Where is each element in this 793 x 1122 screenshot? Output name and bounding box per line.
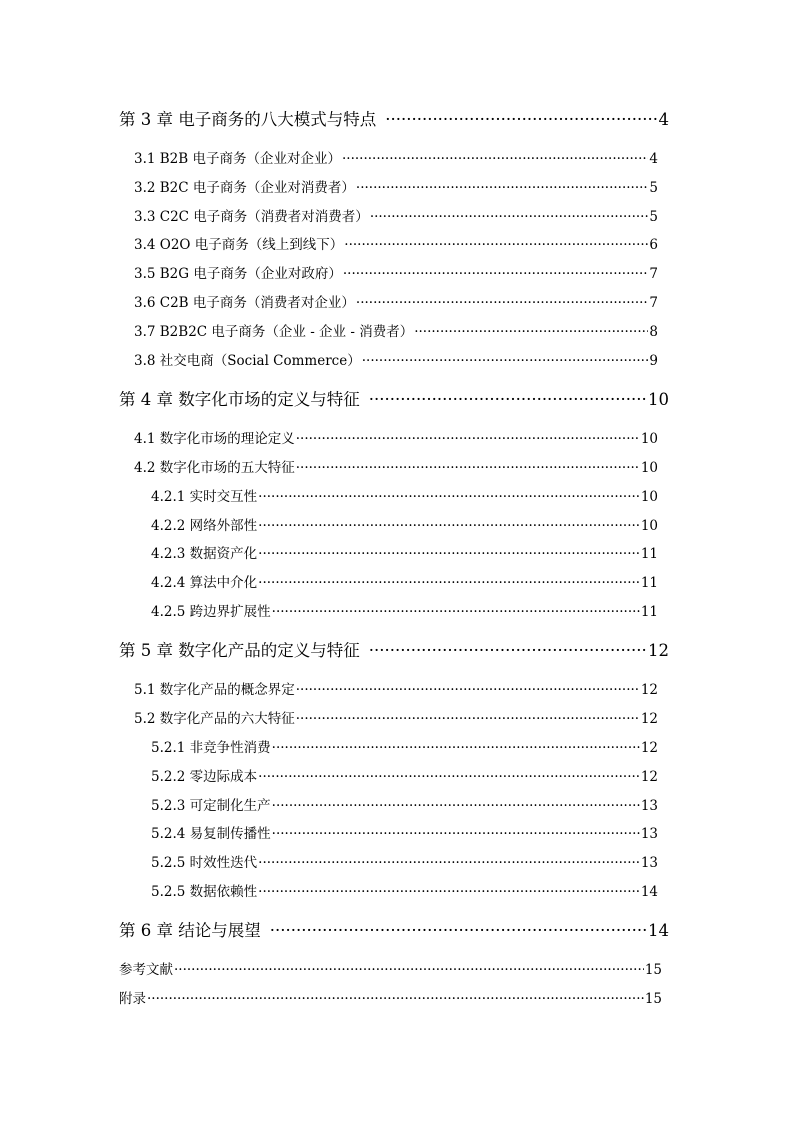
toc-subsection-4-2-4[interactable] [151,571,658,591]
toc-references[interactable] [119,958,662,978]
toc-subsection-4-2-3[interactable] [151,542,658,562]
toc-page-number: 10 [640,489,658,505]
toc-leader-dots [356,295,649,311]
toc-page-number: 15 [644,962,662,978]
toc-entry-title: 5.2 数字化产品的六大特征 [134,711,295,727]
toc-leader-dots [272,740,640,756]
toc-leader-dots [258,489,640,505]
toc-subsection-5-2-6[interactable] [151,880,658,900]
toc-entry-title: 5.2.5 时效性迭代 [151,855,258,871]
toc-leader-dots [147,991,644,1007]
toc-entry-title: 第 5 章 数字化产品的定义与特征 [119,641,360,660]
toc-entry-title: 第 4 章 数字化市场的定义与特征 [119,390,360,409]
toc-page-number: 12 [640,740,658,756]
toc-section-5-1[interactable] [134,678,658,698]
toc-leader-dots [342,151,648,167]
toc-entry-title: 5.1 数字化产品的概念界定 [134,682,295,698]
toc-leader-dots [296,711,640,727]
toc-leader-dots [385,110,657,129]
toc-entry-title: 3.3 C2C 电子商务（消费者对消费者） [134,209,369,225]
toc-leader-dots [296,431,640,447]
toc-page-number: 8 [649,324,658,340]
toc-entry-title: 4.2 数字化市场的五大特征 [134,460,295,476]
toc-leader-dots [174,962,644,978]
toc-section-3-3[interactable] [134,205,658,225]
toc-page-number: 5 [649,209,658,225]
toc-page-number: 15 [644,991,662,1007]
toc-entry-title: 4.1 数字化市场的理论定义 [134,431,295,447]
toc-entry-title: 第 6 章 结论与展望 [119,921,261,940]
toc-entry-title: 4.2.1 实时交互性 [151,489,258,505]
toc-entry-title: 5.2.2 零边际成本 [151,769,258,785]
toc-entry-title: 5.2.1 非竞争性消费 [151,740,271,756]
toc-entry-title: 3.6 C2B 电子商务（消费者对企业） [134,295,355,311]
toc-subsection-5-2-3[interactable] [151,794,658,814]
toc-subsection-5-2-1[interactable] [151,736,658,756]
toc-chapter-3[interactable] [119,106,669,130]
toc-leader-dots [362,353,649,369]
toc-page-number: 13 [640,855,658,871]
toc-page-number: 11 [640,546,658,562]
toc-entry-title: 4.2.2 网络外部性 [151,518,258,534]
toc-entry-title: 3.4 O2O 电子商务（线上到线下） [134,237,344,253]
toc-leader-dots [258,855,640,871]
toc-leader-dots [258,518,640,534]
toc-entry-title: 5.2.4 易复制传播性 [151,826,271,842]
toc-leader-dots [370,209,649,225]
toc-leader-dots [272,604,640,620]
toc-page-number: 9 [649,353,658,369]
toc-page-number: 12 [640,711,658,727]
toc-entry-title: 参考文献 [119,962,173,978]
toc-leader-dots [356,180,649,196]
toc-section-3-5[interactable] [134,262,658,282]
toc-chapter-5[interactable] [119,637,669,661]
toc-page-number: 4 [649,151,658,167]
toc-entry-title: 第 3 章 电子商务的八大模式与特点 [119,110,377,129]
toc-entry-title: 4.2.4 算法中介化 [151,575,258,591]
toc-page-number: 7 [649,295,658,311]
toc-chapter-4[interactable] [119,386,669,410]
toc-entry-title: 3.2 B2C 电子商务（企业对消费者） [134,180,355,196]
toc-entry-title: 3.7 B2B2C 电子商务（企业 - 企业 - 消费者） [134,324,414,340]
toc-page-number: 5 [649,180,658,196]
toc-entry-title: 5.2.3 可定制化生产 [151,798,271,814]
toc-appendix[interactable] [119,987,662,1007]
toc-leader-dots [343,266,649,282]
toc-entry-title: 4.2.5 跨边界扩展性 [151,604,271,620]
toc-leader-dots [296,682,640,698]
toc-leader-dots [296,460,640,476]
toc-page-number: 14 [648,921,669,940]
toc-section-3-8[interactable] [134,349,658,369]
toc-chapter-6[interactable] [119,917,669,941]
toc-page-number: 13 [640,798,658,814]
toc-subsection-4-2-2[interactable] [151,514,658,534]
toc-page-number: 12 [640,769,658,785]
toc-page-number: 10 [640,518,658,534]
toc-leader-dots [272,798,640,814]
toc-leader-dots [369,641,647,660]
toc-leader-dots [258,575,640,591]
toc-page-number: 12 [640,682,658,698]
toc-leader-dots [258,769,640,785]
toc-page-number: 10 [640,460,658,476]
toc-entry-title: 3.8 社交电商（Social Commerce） [134,353,361,369]
toc-leader-dots [414,324,648,340]
toc-leader-dots [344,237,648,253]
toc-page-number: 10 [640,431,658,447]
toc-section-3-4[interactable] [134,233,658,253]
toc-subsection-5-2-4[interactable] [151,822,658,842]
toc-page-number: 13 [640,826,658,842]
toc-page-number: 14 [640,884,658,900]
toc-entry-title: 附录 [119,991,146,1007]
toc-leader-dots [270,921,647,940]
toc-page-number: 11 [640,575,658,591]
toc-subsection-5-2-2[interactable] [151,765,658,785]
toc-page-number: 6 [649,237,658,253]
toc-entry-title: 4.2.3 数据资产化 [151,546,258,562]
toc-page-number: 11 [640,604,658,620]
toc-page-number: 4 [658,110,669,129]
toc-section-5-2[interactable] [134,707,658,727]
toc-section-4-2[interactable] [134,456,658,476]
toc-leader-dots [369,390,647,409]
toc-subsection-4-2-5[interactable] [151,600,658,620]
toc-subsection-5-2-5[interactable] [151,851,658,871]
toc-subsection-4-2-1[interactable] [151,485,658,505]
toc-page-number: 7 [649,266,658,282]
toc-section-3-2[interactable] [134,176,658,196]
toc-section-3-7[interactable] [134,320,658,340]
toc-section-3-6[interactable] [134,291,658,311]
toc-entry-title: 3.1 B2B 电子商务（企业对企业） [134,151,341,167]
toc-section-4-1[interactable] [134,427,658,447]
toc-page-number: 10 [648,390,669,409]
toc-leader-dots [258,546,640,562]
toc-entry-title: 5.2.5 数据依赖性 [151,884,258,900]
toc-section-3-1[interactable] [134,147,658,167]
toc-leader-dots [258,884,640,900]
toc-leader-dots [272,826,640,842]
toc-page-number: 12 [648,641,669,660]
toc-entry-title: 3.5 B2G 电子商务（企业对政府） [134,266,342,282]
